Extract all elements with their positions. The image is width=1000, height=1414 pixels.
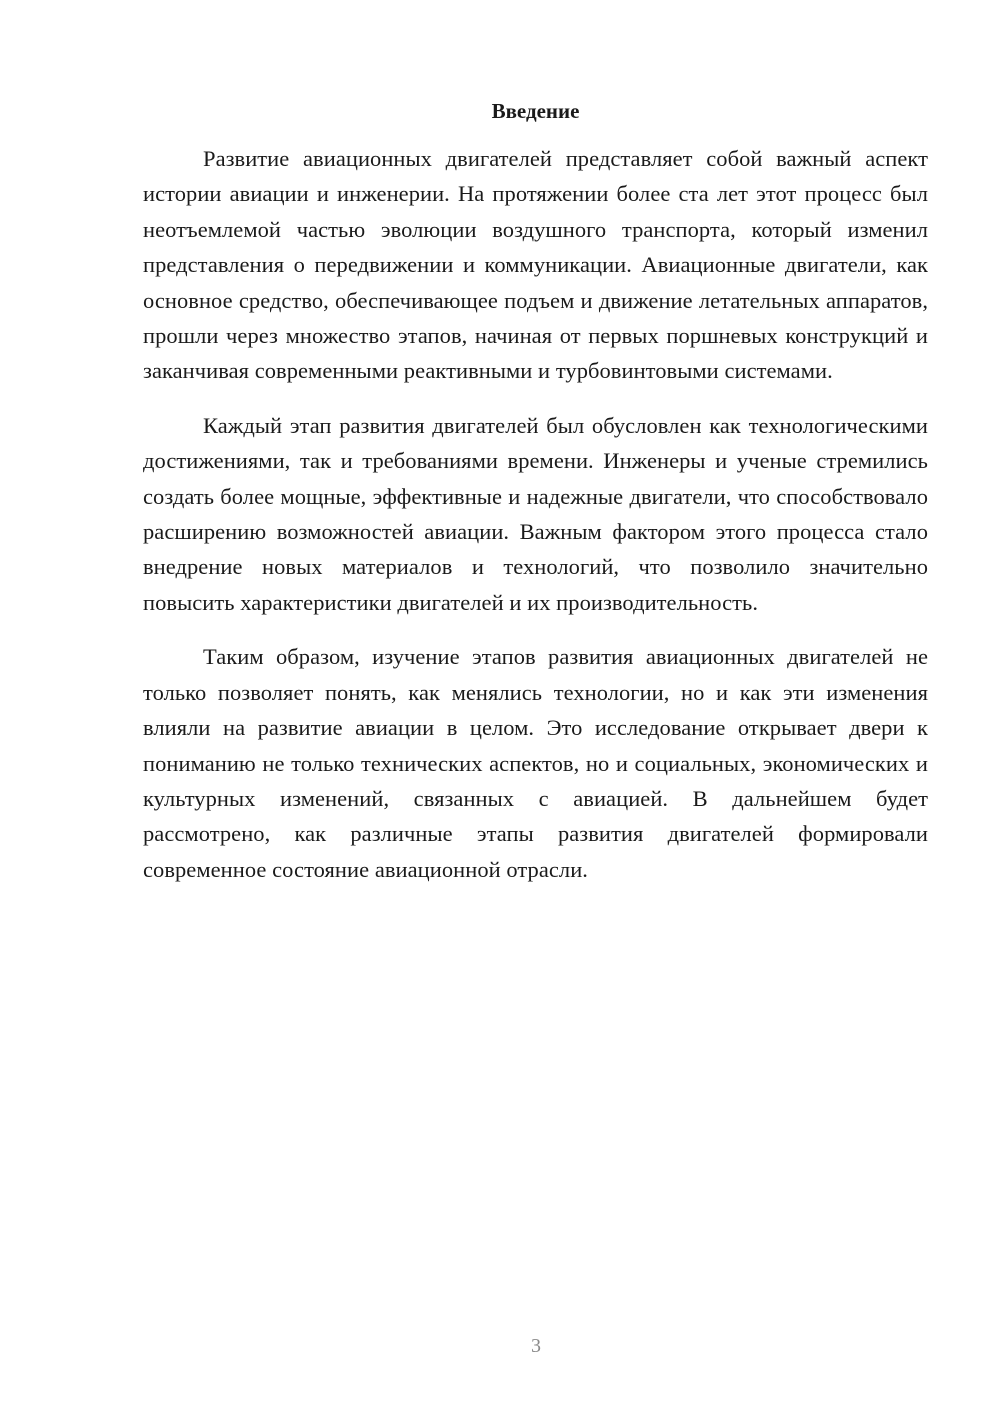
page-number: 3: [531, 1335, 541, 1357]
paragraph-3: Таким образом, изучение этапов развития авиационных двигателей не только позволяет понять, как менялись технологии, но и как эти изменения влияли на развитие авиации в целом. Это исследование открывает двери к пониманию не только технических аспектов, но и социальных, экономических и культурных изменений, связанных с авиацией. В дальнейшем будет рассмотрено, как различные этапы развития двигателей формировали современное состояние авиационной отрасли.: [143, 644, 928, 882]
paragraph-1: Развитие авиационных двигателей представляет собой важный аспект истории авиации и инженерии. На протяжении более ста лет этот процесс был неотъемлемой частью эволюции воздушного транспорта, который изменил представления о передвижении и коммуникации. Авиационные двигатели, как основное средство, обеспечивающее подъем и движение летательных аппаратов, прошли через множество этапов, начиная от первых поршневых конструкций и заканчивая современными реактивными и турбовинтовыми системами.: [143, 146, 928, 384]
paragraph-2: Каждый этап развития двигателей был обусловлен как технологическими достижениями, так и требованиями времени. Инженеры и ученые стремились создать более мощные, эффективные и надежные двигатели, что способствовало расширению возможностей авиации. Важным фактором этого процесса стало внедрение новых материалов и технологий, что позволило значительно повысить характеристики двигателей и их производительность.: [143, 412, 928, 615]
body-text: [143, 141, 928, 906]
section-heading: Введение: [491, 99, 580, 123]
